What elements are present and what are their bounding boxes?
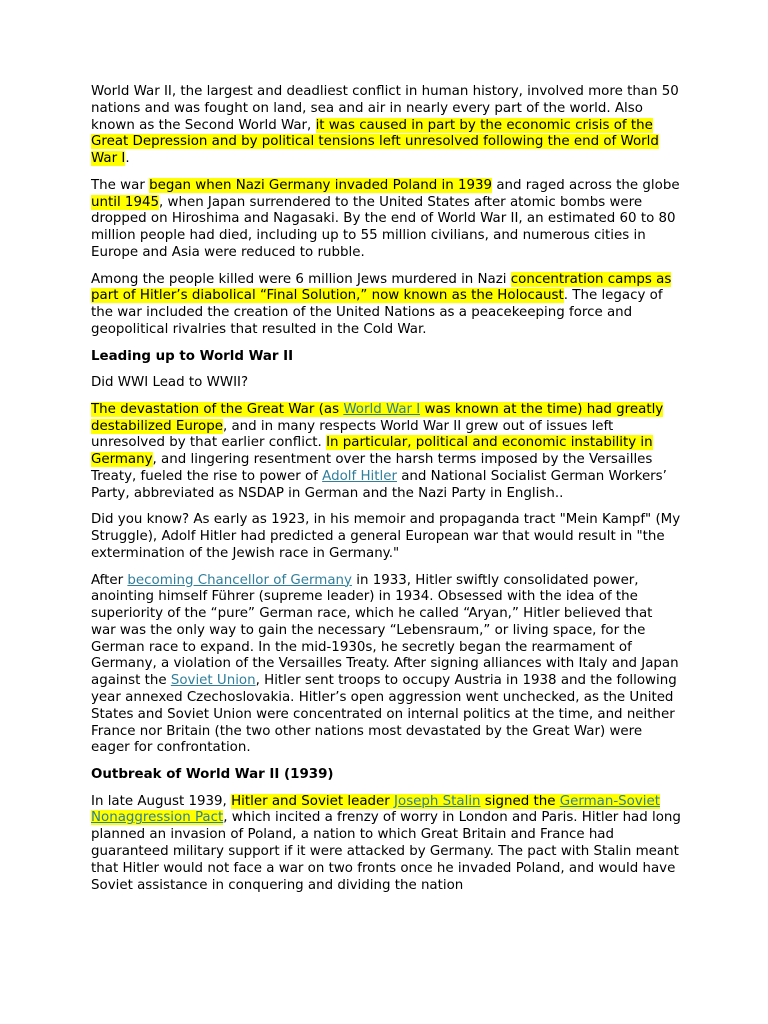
hyperlink[interactable]: Adolf Hitler — [322, 468, 397, 484]
body-paragraph — [91, 512, 681, 562]
body-paragraph — [91, 402, 681, 503]
body-paragraph — [91, 375, 681, 392]
hyperlink[interactable]: becoming Chancellor of Germany — [127, 572, 352, 588]
text-run: and National Socialist German Workers’ Party, abbreviated as NSDAP in German and the Nazi Party in English.. — [91, 468, 667, 501]
highlighted-text: The devastation of the Great War (as — [91, 401, 344, 417]
text-run: , Hitler sent troops to occupy Austria in 1938 and the following year annexed Czechoslovakia. Hitler’s open aggression went unchecked, as the United States and Soviet Union were concentrated on internal politics at the time, and neither France nor Britain (the two other nations most devastated by the Great War) were eager for confrontation. — [91, 673, 677, 756]
highlighted-text: Hitler and Soviet leader — [231, 793, 395, 809]
body-paragraph — [91, 794, 681, 895]
text-run: . The legacy of the war included the creation of the United Nations as a peacekeeping force and geopolitical rivalries that resulted in the Cold War. — [91, 288, 663, 337]
body-paragraph — [91, 84, 681, 168]
section-heading — [91, 349, 681, 366]
text-run: , which incited a frenzy of worry in London and Paris. Hitler had long planned an invasion of Poland, a nation to which Great Britain and France had guaranteed military support if it were attacked by Germany. The pact with Stalin meant that Hitler would not face a war on two fronts once he invaded Poland, and would have Soviet assistance in conquering and dividing the nation — [91, 810, 681, 893]
highlighted-text: In particular, political and economic instability in Germany — [91, 435, 653, 468]
highlighted-text: was known at the time) had greatly destabilized Europe — [91, 401, 664, 434]
text-run: , when Japan surrendered to the United States after atomic bombs were dropped on Hiroshima and Nagasaki. By the end of World War II, an estimated 60 to 80 million people had died, including up to 55 million civilians, and numerous cities in Europe and Asia were reduced to rubble. — [91, 194, 676, 260]
text-run: Did WWI Lead to WWII? — [91, 375, 249, 391]
text-run: In late August 1939, — [91, 793, 232, 809]
text-run: Did you know? As early as 1923, in his memoir and propaganda tract "Mein Kampf" (My Struggle), Adolf Hitler had predicted a general European war that would result in "the extermination of the Jewish race in Germany." — [91, 512, 681, 561]
hyperlink[interactable]: Joseph Stalin — [394, 793, 481, 809]
text-run: . — [125, 151, 130, 167]
text-run: and raged across the globe — [492, 177, 680, 193]
text-run: World War II, the largest and deadliest conflict in human history, involved more than 50 nations and was fought on land, sea and air in nearly every part of the world. Also known as the Second World War, — [91, 84, 679, 133]
body-paragraph — [91, 573, 681, 758]
hyperlink[interactable]: Soviet Union — [170, 673, 256, 689]
hyperlink[interactable]: German-Soviet Nonaggression Pact — [91, 793, 660, 826]
text-run: After — [91, 572, 128, 588]
section-heading — [91, 767, 681, 784]
text-run: Among the people killed were 6 million Jews murdered in Nazi — [91, 271, 511, 287]
document-page — [91, 84, 681, 904]
highlighted-text: concentration camps as part of Hitler’s diabolical “Final Solution,” now known as the Holocaust — [91, 271, 672, 304]
highlighted-text: it was caused in part by the economic crisis of the Great Depression and by political tensions left unresolved following the end of World War I — [91, 117, 659, 167]
body-paragraph — [91, 272, 681, 339]
hyperlink[interactable]: World War I — [343, 401, 421, 417]
text-run: , and lingering resentment over the harsh terms imposed by the Versailles Treaty, fueled the rise to power of — [91, 452, 653, 484]
body-paragraph — [91, 178, 681, 262]
highlighted-text: began when Nazi Germany invaded Poland in 1939 — [149, 177, 493, 193]
text-run: The war — [91, 177, 150, 193]
text-run: Outbreak of World War II (1939) — [91, 767, 334, 783]
text-run: Leading up to World War II — [91, 348, 294, 364]
text-run: , and in many respects World War II grew out of issues left unresolved by that earlier conflict. — [91, 418, 614, 451]
highlighted-text: until 1945 — [91, 194, 159, 210]
text-run: in 1933, Hitler swiftly consolidated power, anointing himself Führer (supreme leader) in 1934. Obsessed with the idea of the superiority of the “pure” German race, which he called “Aryan,” Hitler believed that war was the only way to gain the necessary “Lebensraum,” or living space, for the German race to expand. In the mid-1930s, he secretly began the rearmament of Germany, a violation of the Versailles Treaty. After signing alliances with Italy and Japan against the — [91, 572, 679, 689]
highlighted-text: signed the — [480, 793, 560, 809]
